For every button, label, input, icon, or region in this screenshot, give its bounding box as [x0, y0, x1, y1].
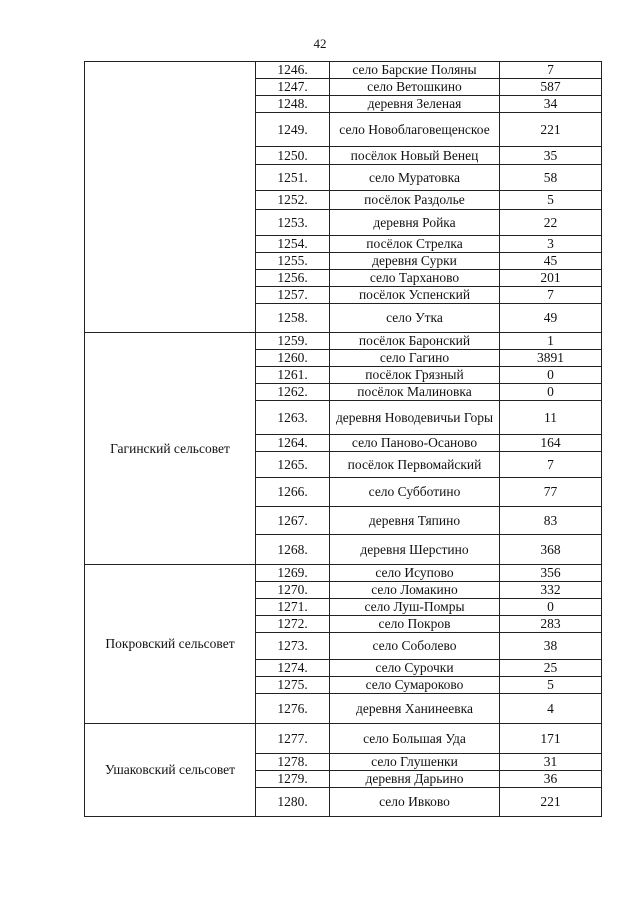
page-number: 42: [313, 36, 327, 51]
table-row: [85, 724, 602, 754]
settlement-name-cell: село Глушенки: [330, 754, 500, 771]
settlements-table: [84, 61, 602, 817]
population-cell: 171: [500, 724, 602, 754]
population-cell: 5: [500, 677, 602, 694]
settlement-name-cell: посёлок Первомайский: [330, 452, 500, 478]
settlement-name-cell: село Утка: [330, 304, 500, 333]
population-cell: 1: [500, 333, 602, 350]
population-cell: 77: [500, 478, 602, 507]
settlement-name-cell: село Барские Поляны: [330, 62, 500, 79]
row-number-cell: 1259.: [256, 333, 330, 350]
table-row: [85, 333, 602, 350]
population-cell: 7: [500, 62, 602, 79]
district-cell: Покровский сельсовет: [85, 565, 256, 724]
row-number-cell: 1257.: [256, 287, 330, 304]
settlement-name-cell: деревня Тяпино: [330, 507, 500, 535]
row-number-cell: 1272.: [256, 616, 330, 633]
population-cell: 83: [500, 507, 602, 535]
population-cell: 22: [500, 210, 602, 236]
row-number-cell: 1277.: [256, 724, 330, 754]
table-row: [85, 565, 602, 582]
row-number-cell: 1248.: [256, 96, 330, 113]
settlement-name-cell: село Ломакино: [330, 582, 500, 599]
population-cell: 38: [500, 633, 602, 660]
district-cell: [85, 62, 256, 333]
settlement-name-cell: село Паново-Осаново: [330, 435, 500, 452]
population-cell: 332: [500, 582, 602, 599]
population-cell: 587: [500, 79, 602, 96]
row-number-cell: 1247.: [256, 79, 330, 96]
population-cell: 58: [500, 165, 602, 191]
settlement-name-cell: деревня Ройка: [330, 210, 500, 236]
settlement-name-cell: деревня Ханинеевка: [330, 694, 500, 724]
settlement-name-cell: село Исупово: [330, 565, 500, 582]
row-number-cell: 1279.: [256, 771, 330, 788]
settlement-name-cell: село Субботино: [330, 478, 500, 507]
settlement-name-cell: село Сумароково: [330, 677, 500, 694]
settlement-name-cell: посёлок Успенский: [330, 287, 500, 304]
settlement-name-cell: село Соболево: [330, 633, 500, 660]
row-number-cell: 1273.: [256, 633, 330, 660]
population-cell: 3: [500, 236, 602, 253]
population-cell: 221: [500, 113, 602, 147]
row-number-cell: 1263.: [256, 401, 330, 435]
population-cell: 4: [500, 694, 602, 724]
row-number-cell: 1275.: [256, 677, 330, 694]
row-number-cell: 1274.: [256, 660, 330, 677]
settlement-name-cell: село Гагино: [330, 350, 500, 367]
settlement-name-cell: посёлок Малиновка: [330, 384, 500, 401]
settlement-name-cell: деревня Зеленая: [330, 96, 500, 113]
row-number-cell: 1266.: [256, 478, 330, 507]
population-cell: 36: [500, 771, 602, 788]
row-number-cell: 1268.: [256, 535, 330, 565]
row-number-cell: 1255.: [256, 253, 330, 270]
population-cell: 7: [500, 452, 602, 478]
row-number-cell: 1278.: [256, 754, 330, 771]
settlement-name-cell: деревня Шерстино: [330, 535, 500, 565]
settlement-name-cell: село Ивково: [330, 788, 500, 817]
row-number-cell: 1280.: [256, 788, 330, 817]
row-number-cell: 1254.: [256, 236, 330, 253]
settlement-name-cell: село Новоблаговещенское: [330, 113, 500, 147]
settlement-name-cell: деревня Новодевичьи Горы: [330, 401, 500, 435]
population-cell: 35: [500, 147, 602, 165]
row-number-cell: 1271.: [256, 599, 330, 616]
population-cell: 31: [500, 754, 602, 771]
population-cell: 283: [500, 616, 602, 633]
population-cell: 0: [500, 367, 602, 384]
row-number-cell: 1260.: [256, 350, 330, 367]
row-number-cell: 1250.: [256, 147, 330, 165]
settlement-name-cell: село Сурочки: [330, 660, 500, 677]
row-number-cell: 1270.: [256, 582, 330, 599]
settlement-name-cell: посёлок Грязный: [330, 367, 500, 384]
population-cell: 11: [500, 401, 602, 435]
settlement-name-cell: село Ветошкино: [330, 79, 500, 96]
settlement-name-cell: посёлок Раздолье: [330, 191, 500, 210]
row-number-cell: 1258.: [256, 304, 330, 333]
row-number-cell: 1264.: [256, 435, 330, 452]
population-cell: 45: [500, 253, 602, 270]
row-number-cell: 1267.: [256, 507, 330, 535]
row-number-cell: 1261.: [256, 367, 330, 384]
row-number-cell: 1265.: [256, 452, 330, 478]
settlement-name-cell: посёлок Баронский: [330, 333, 500, 350]
population-cell: 201: [500, 270, 602, 287]
settlement-name-cell: село Муратовка: [330, 165, 500, 191]
population-cell: 7: [500, 287, 602, 304]
row-number-cell: 1276.: [256, 694, 330, 724]
population-cell: 3891: [500, 350, 602, 367]
population-cell: 0: [500, 384, 602, 401]
row-number-cell: 1252.: [256, 191, 330, 210]
population-cell: 368: [500, 535, 602, 565]
district-cell: Гагинский сельсовет: [85, 333, 256, 565]
row-number-cell: 1253.: [256, 210, 330, 236]
row-number-cell: 1246.: [256, 62, 330, 79]
settlement-name-cell: село Покров: [330, 616, 500, 633]
row-number-cell: 1262.: [256, 384, 330, 401]
settlement-name-cell: посёлок Новый Венец: [330, 147, 500, 165]
row-number-cell: 1269.: [256, 565, 330, 582]
population-cell: 221: [500, 788, 602, 817]
population-cell: 356: [500, 565, 602, 582]
settlement-name-cell: село Луш-Помры: [330, 599, 500, 616]
population-cell: 5: [500, 191, 602, 210]
population-cell: 164: [500, 435, 602, 452]
row-number-cell: 1256.: [256, 270, 330, 287]
settlement-name-cell: село Большая Уда: [330, 724, 500, 754]
population-cell: 0: [500, 599, 602, 616]
population-cell: 34: [500, 96, 602, 113]
settlement-name-cell: деревня Дарьино: [330, 771, 500, 788]
settlement-name-cell: посёлок Стрелка: [330, 236, 500, 253]
row-number-cell: 1251.: [256, 165, 330, 191]
table-row: [85, 62, 602, 79]
population-cell: 49: [500, 304, 602, 333]
settlement-name-cell: село Тарханово: [330, 270, 500, 287]
district-cell: Ушаковский сельсовет: [85, 724, 256, 817]
population-cell: 25: [500, 660, 602, 677]
row-number-cell: 1249.: [256, 113, 330, 147]
settlement-name-cell: деревня Сурки: [330, 253, 500, 270]
